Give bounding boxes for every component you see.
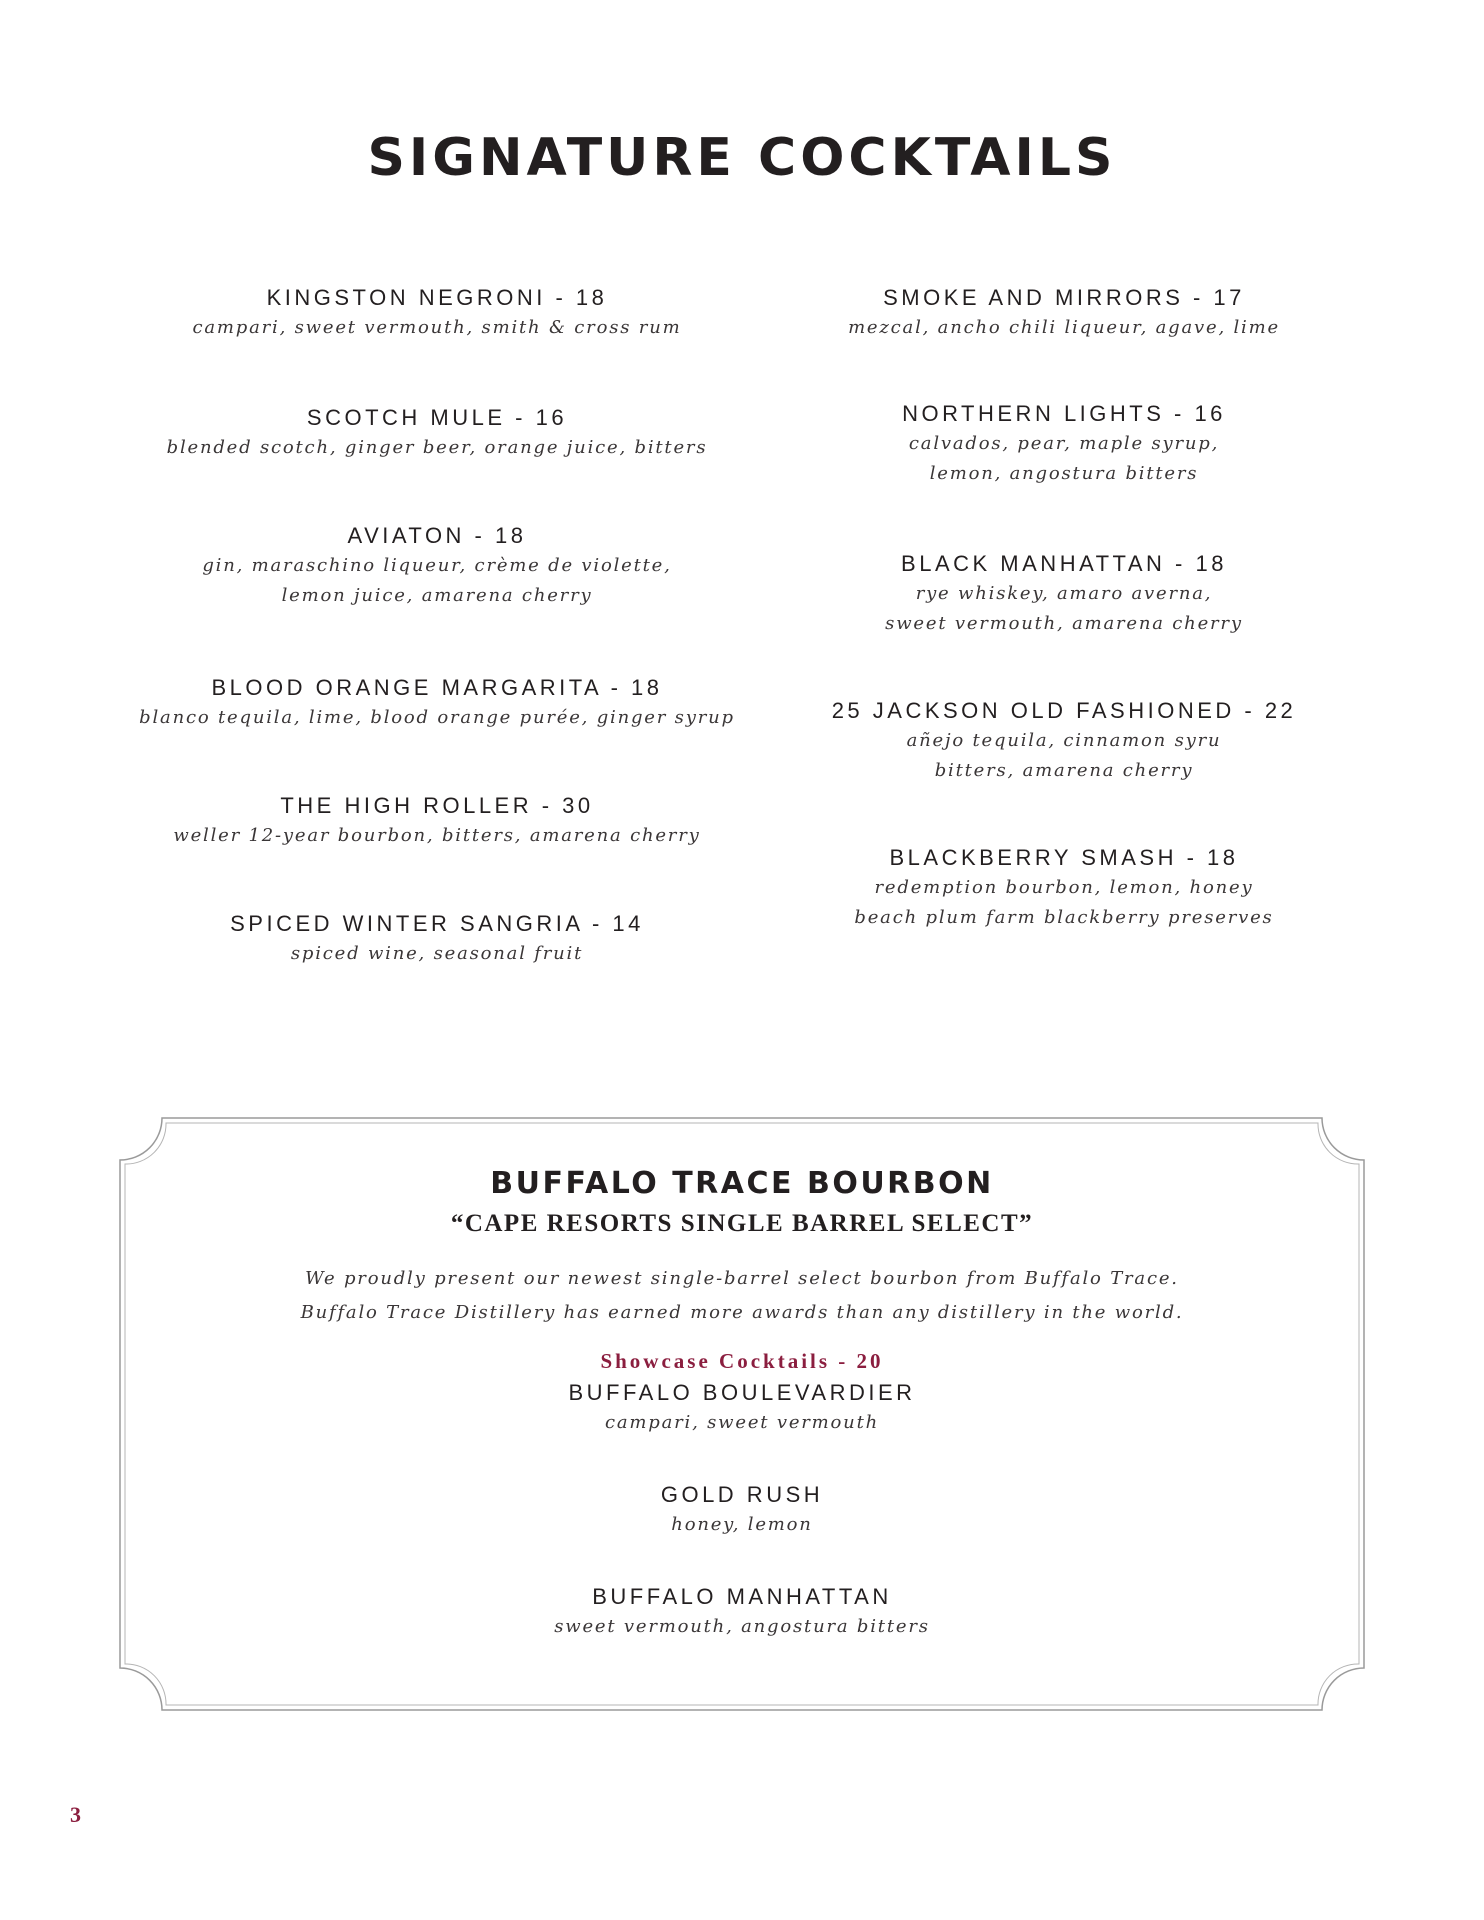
showcase-heading: Showcase Cocktails - 20 <box>600 1349 884 1373</box>
showcase-name: BUFFALO BOULEVARDIER <box>568 1380 916 1405</box>
cocktail-name: AVIATON - 18 <box>347 523 527 548</box>
cocktail-desc: calvados, pear, maple syrup, <box>908 433 1220 454</box>
cocktail-name: SCOTCH MULE - 16 <box>306 405 568 430</box>
cocktail-item <box>137 909 737 969</box>
cocktail-item <box>137 403 737 521</box>
page-number: 3 <box>70 1802 81 1827</box>
showcase-item <box>118 1480 1366 1582</box>
cocktail-name: SPICED WINTER SANGRIA - 14 <box>230 911 644 936</box>
cocktail-name: KINGSTON NEGRONI - 18 <box>266 285 608 310</box>
cocktail-desc: lemon, angostura bitters <box>929 463 1199 484</box>
cocktail-name: BLACK MANHATTAN - 18 <box>901 551 1227 576</box>
showcase-item <box>118 1378 1366 1480</box>
showcase-item <box>118 1582 1366 1642</box>
showcase-desc: sweet vermouth, angostura bitters <box>554 1616 930 1637</box>
showcase-desc: campari, sweet vermouth <box>605 1412 879 1433</box>
cocktail-desc: sweet vermouth, amarena cherry <box>885 613 1243 634</box>
left-cocktail-column <box>137 283 737 969</box>
cocktail-desc: añejo tequila, cinnamon syru <box>906 730 1222 751</box>
bourbon-intro-line: We proudly present our newest single-barrel select bourbon from Buffalo Trace. <box>305 1268 1179 1289</box>
cocktail-desc: gin, maraschino liqueur, crème de violette, <box>202 555 672 576</box>
bourbon-intro <box>118 1262 1366 1330</box>
cocktail-desc: beach plum farm blackberry preserves <box>854 907 1274 928</box>
cocktail-desc: mezcal, ancho chili liqueur, agave, lime <box>848 317 1280 338</box>
showcase-desc: honey, lemon <box>671 1514 813 1535</box>
cocktail-desc: lemon juice, amarena cherry <box>281 585 593 606</box>
cocktail-name: 25 JACKSON OLD FASHIONED - 22 <box>831 698 1297 723</box>
cocktail-desc: rye whiskey, amaro averna, <box>915 583 1213 604</box>
cocktail-desc: blanco tequila, lime, blood orange purée, ginger syrup <box>139 707 735 728</box>
cocktail-desc: redemption bourbon, lemon, honey <box>874 877 1254 898</box>
cocktail-desc: blended scotch, ginger beer, orange juice, bitters <box>166 437 708 458</box>
cocktail-item <box>764 549 1364 696</box>
cocktail-desc: bitters, amarena cherry <box>934 760 1194 781</box>
cocktail-desc: spiced wine, seasonal fruit <box>290 943 584 964</box>
cocktail-item <box>764 696 1364 843</box>
cocktail-name: BLACKBERRY SMASH - 18 <box>889 845 1239 870</box>
showcase-name: BUFFALO MANHATTAN <box>592 1584 892 1609</box>
cocktail-item <box>137 673 737 791</box>
cocktail-item <box>137 791 737 909</box>
cocktail-desc: weller 12-year bourbon, bitters, amarena cherry <box>173 825 701 846</box>
right-cocktail-column <box>764 283 1364 933</box>
cocktail-item <box>764 283 1364 399</box>
bourbon-title: BUFFALO TRACE BOURBON <box>490 1166 994 1201</box>
cocktail-item <box>137 521 737 673</box>
cocktail-item <box>137 283 737 403</box>
cocktail-name: SMOKE AND MIRRORS - 17 <box>883 285 1245 310</box>
cocktail-name: NORTHERN LIGHTS - 16 <box>902 401 1226 426</box>
cocktail-name: BLOOD ORANGE MARGARITA - 18 <box>211 675 663 700</box>
bourbon-subtitle: “CAPE RESORTS SINGLE BARREL SELECT” <box>450 1210 1034 1237</box>
cocktail-desc: campari, sweet vermouth, smith & cross rum <box>192 317 682 338</box>
cocktail-name: THE HIGH ROLLER - 30 <box>280 793 594 818</box>
bourbon-intro-line: Buffalo Trace Distillery has earned more awards than any distillery in the world. <box>300 1302 1184 1323</box>
cocktail-item <box>764 843 1364 933</box>
cocktail-item <box>764 399 1364 549</box>
page-title: SIGNATURE COCKTAILS <box>367 128 1117 188</box>
bourbon-section <box>118 1164 1366 1642</box>
showcase-name: GOLD RUSH <box>660 1482 824 1507</box>
